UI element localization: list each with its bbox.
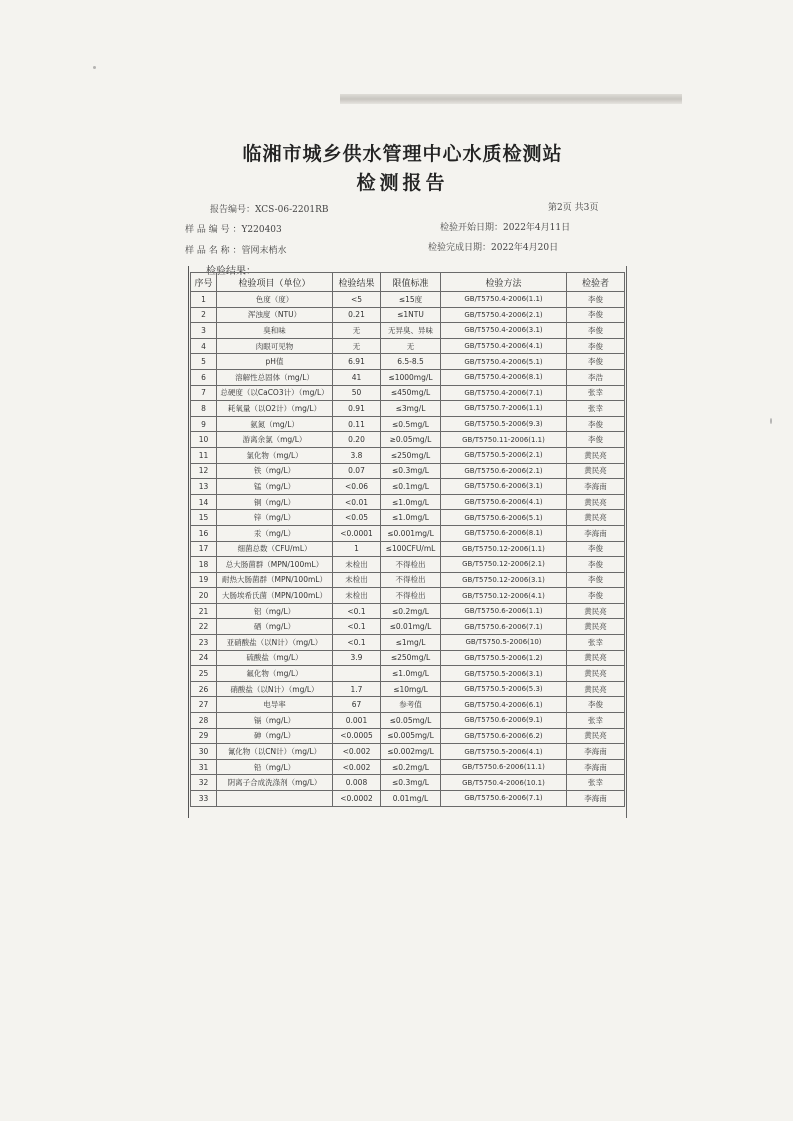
cell-tester: 李浩	[567, 369, 625, 385]
table-row	[191, 354, 625, 370]
cell-tester: 黄民亮	[567, 666, 625, 682]
table-row	[191, 759, 625, 775]
cell-tester: 李海南	[567, 525, 625, 541]
scan-artifact-bar	[340, 94, 682, 104]
cell-result: <0.05	[333, 510, 381, 526]
table-row	[191, 728, 625, 744]
cell-limit: ≤450mg/L	[381, 385, 441, 401]
cell-tester: 李俊	[567, 323, 625, 339]
cell-no: 16	[191, 525, 217, 541]
cell-no: 19	[191, 572, 217, 588]
cell-item: 汞（mg/L）	[217, 525, 333, 541]
cell-result: 0.001	[333, 713, 381, 729]
cell-tester: 张幸	[567, 401, 625, 417]
table-row	[191, 697, 625, 713]
table-row	[191, 416, 625, 432]
cell-result	[333, 666, 381, 682]
cell-item: 耐热大肠菌群（MPN/100mL）	[217, 572, 333, 588]
cell-limit: ≤0.2mg/L	[381, 759, 441, 775]
cell-tester: 黄民亮	[567, 681, 625, 697]
cell-result: <0.1	[333, 619, 381, 635]
cell-item: 色度（度）	[217, 292, 333, 308]
table-row	[191, 572, 625, 588]
cell-tester: 黄民亮	[567, 447, 625, 463]
cell-no: 29	[191, 728, 217, 744]
cell-item: 氨氮（mg/L）	[217, 416, 333, 432]
cell-item: 氟化物（mg/L）	[217, 666, 333, 682]
cell-limit: ≤15度	[381, 292, 441, 308]
cell-result: <0.0001	[333, 525, 381, 541]
cell-item: 电导率	[217, 697, 333, 713]
cell-tester: 李俊	[567, 416, 625, 432]
cell-item: 肉眼可见物	[217, 338, 333, 354]
cell-tester: 李俊	[567, 432, 625, 448]
cell-result: 0.91	[333, 401, 381, 417]
cell-tester: 李俊	[567, 338, 625, 354]
cell-method: GB/T5750.4-2006(5.1)	[441, 354, 567, 370]
cell-result: 1.7	[333, 681, 381, 697]
cell-method: GB/T5750.4-2006(4.1)	[441, 338, 567, 354]
cell-tester: 张幸	[567, 713, 625, 729]
cell-method: GB/T5750.4-2006(10.1)	[441, 775, 567, 791]
cell-no: 13	[191, 479, 217, 495]
cell-item: 总硬度（以CaCO3计）（mg/L）	[217, 385, 333, 401]
cell-no: 17	[191, 541, 217, 557]
table-row	[191, 494, 625, 510]
cell-method: GB/T5750.5-2006(5.3)	[441, 681, 567, 697]
cell-limit: ≤0.002mg/L	[381, 744, 441, 760]
cell-item: 臭和味	[217, 323, 333, 339]
cell-no: 21	[191, 603, 217, 619]
cell-item: 铁（mg/L）	[217, 463, 333, 479]
table-row	[191, 541, 625, 557]
cell-result: <0.002	[333, 744, 381, 760]
cell-item: 铅（mg/L）	[217, 759, 333, 775]
cell-result: 3.9	[333, 650, 381, 666]
cell-no: 1	[191, 292, 217, 308]
report-header	[185, 140, 620, 198]
cell-method: GB/T5750.5-2006(9.3)	[441, 416, 567, 432]
cell-method: GB/T5750.5-2006(4.1)	[441, 744, 567, 760]
cell-no: 5	[191, 354, 217, 370]
cell-result: <0.1	[333, 603, 381, 619]
cell-item: 大肠埃希氏菌（MPN/100mL）	[217, 588, 333, 604]
cell-item: 硫酸盐（mg/L）	[217, 650, 333, 666]
cell-tester: 李海南	[567, 791, 625, 807]
cell-no: 27	[191, 697, 217, 713]
cell-item: 硒（mg/L）	[217, 619, 333, 635]
cell-method: GB/T5750.6-2006(5.1)	[441, 510, 567, 526]
table-row	[191, 463, 625, 479]
cell-method: GB/T5750.6-2006(3.1)	[441, 479, 567, 495]
cell-item: 氰化物（以CN计）（mg/L）	[217, 744, 333, 760]
cell-no: 22	[191, 619, 217, 635]
col-header-result: 检验结果	[333, 273, 381, 292]
cell-method: GB/T5750.6-2006(11.1)	[441, 759, 567, 775]
cell-item: 浑浊度（NTU）	[217, 307, 333, 323]
col-header-limit: 限值标准	[381, 273, 441, 292]
cell-no: 28	[191, 713, 217, 729]
page-info: 第2页 共3页	[548, 203, 599, 213]
cell-result: 未检出	[333, 557, 381, 573]
cell-item: 细菌总数（CFU/mL）	[217, 541, 333, 557]
cell-no: 31	[191, 759, 217, 775]
col-header-tester: 检验者	[567, 273, 625, 292]
cell-result: 3.8	[333, 447, 381, 463]
cell-limit: ≤1.0mg/L	[381, 666, 441, 682]
cell-result: 未检出	[333, 572, 381, 588]
table-row	[191, 338, 625, 354]
cell-limit: ≤0.05mg/L	[381, 713, 441, 729]
scan-speck	[93, 66, 96, 69]
cell-result: 无	[333, 338, 381, 354]
cell-method: GB/T5750.4-2006(2.1)	[441, 307, 567, 323]
table-row	[191, 588, 625, 604]
table-row	[191, 385, 625, 401]
cell-limit: 参考值	[381, 697, 441, 713]
cell-no: 4	[191, 338, 217, 354]
cell-item: 氯化物（mg/L）	[217, 447, 333, 463]
cell-item: 铜（mg/L）	[217, 494, 333, 510]
cell-limit: ≤1.0mg/L	[381, 510, 441, 526]
end-date: 检验完成日期：2022年4月20日	[428, 243, 559, 253]
cell-limit: ≤0.2mg/L	[381, 603, 441, 619]
cell-method: GB/T5750.12-2006(2.1)	[441, 557, 567, 573]
cell-tester: 黄民亮	[567, 494, 625, 510]
cell-no: 6	[191, 369, 217, 385]
table-row	[191, 479, 625, 495]
cell-result: 50	[333, 385, 381, 401]
cell-limit: ≥0.05mg/L	[381, 432, 441, 448]
cell-limit: ≤0.5mg/L	[381, 416, 441, 432]
cell-tester: 李俊	[567, 354, 625, 370]
cell-item: 硝酸盐（以N计）（mg/L）	[217, 681, 333, 697]
cell-method: GB/T5750.6-2006(8.1)	[441, 525, 567, 541]
cell-no: 14	[191, 494, 217, 510]
cell-tester: 黄民亮	[567, 650, 625, 666]
cell-no: 8	[191, 401, 217, 417]
cell-limit: 不得检出	[381, 572, 441, 588]
cell-method: GB/T5750.4-2006(6.1)	[441, 697, 567, 713]
cell-limit: ≤0.01mg/L	[381, 619, 441, 635]
cell-method: GB/T5750.5-2006(10)	[441, 635, 567, 651]
cell-result: <0.0005	[333, 728, 381, 744]
cell-tester: 李俊	[567, 572, 625, 588]
cell-limit: ≤100CFU/mL	[381, 541, 441, 557]
cell-method: GB/T5750.5-2006(2.1)	[441, 447, 567, 463]
table-row	[191, 666, 625, 682]
cell-tester: 李俊	[567, 541, 625, 557]
scan-speck	[770, 418, 772, 424]
cell-result: <5	[333, 292, 381, 308]
cell-limit: ≤0.1mg/L	[381, 479, 441, 495]
cell-limit: ≤10mg/L	[381, 681, 441, 697]
start-date: 检验开始日期：2022年4月11日	[440, 223, 571, 233]
cell-limit: 6.5-8.5	[381, 354, 441, 370]
cell-method: GB/T5750.6-2006(2.1)	[441, 463, 567, 479]
cell-no: 23	[191, 635, 217, 651]
cell-method: GB/T5750.5-2006(3.1)	[441, 666, 567, 682]
cell-method: GB/T5750.12-2006(1.1)	[441, 541, 567, 557]
cell-limit: ≤1mg/L	[381, 635, 441, 651]
table-row	[191, 713, 625, 729]
cell-result: 41	[333, 369, 381, 385]
cell-item: 阴离子合成洗涤剂（mg/L）	[217, 775, 333, 791]
cell-no: 18	[191, 557, 217, 573]
sample-number: 样 品 编 号 ：Y220403	[185, 225, 282, 235]
cell-limit: 不得检出	[381, 588, 441, 604]
cell-method: GB/T5750.12-2006(3.1)	[441, 572, 567, 588]
cell-item: pH值	[217, 354, 333, 370]
table-row	[191, 307, 625, 323]
org-title: 临湘市城乡供水管理中心水质检测站	[242, 143, 563, 165]
cell-method: GB/T5750.4-2006(8.1)	[441, 369, 567, 385]
cell-limit: 无	[381, 338, 441, 354]
cell-no: 33	[191, 791, 217, 807]
cell-limit: ≤3mg/L	[381, 401, 441, 417]
table-row	[191, 401, 625, 417]
cell-limit: 0.01mg/L	[381, 791, 441, 807]
table-body	[191, 292, 625, 807]
cell-limit: ≤0.001mg/L	[381, 525, 441, 541]
cell-method: GB/T5750.6-2006(9.1)	[441, 713, 567, 729]
table-header-row	[191, 273, 625, 292]
cell-limit: ≤1.0mg/L	[381, 494, 441, 510]
table-row	[191, 525, 625, 541]
table-row	[191, 292, 625, 308]
cell-tester: 李俊	[567, 588, 625, 604]
cell-no: 7	[191, 385, 217, 401]
cell-item: 亚硝酸盐（以N计）（mg/L）	[217, 635, 333, 651]
report-number: 报告编号：XCS-06-2201RB	[210, 205, 329, 215]
col-header-no: 序号	[191, 273, 217, 292]
table-row	[191, 432, 625, 448]
cell-item: 铝（mg/L）	[217, 603, 333, 619]
cell-tester: 黄民亮	[567, 510, 625, 526]
cell-result: <0.0002	[333, 791, 381, 807]
cell-method: GB/T5750.11-2006(1.1)	[441, 432, 567, 448]
cell-result: 无	[333, 323, 381, 339]
cell-no: 15	[191, 510, 217, 526]
results-label: 检验结果：	[206, 266, 256, 277]
cell-result: <0.1	[333, 635, 381, 651]
cell-method: GB/T5750.6-2006(4.1)	[441, 494, 567, 510]
table-row	[191, 650, 625, 666]
cell-result: 0.07	[333, 463, 381, 479]
cell-no: 26	[191, 681, 217, 697]
cell-limit: 不得检出	[381, 557, 441, 573]
cell-no: 12	[191, 463, 217, 479]
table-row	[191, 775, 625, 791]
cell-item: 游离余氯（mg/L）	[217, 432, 333, 448]
table-row	[191, 369, 625, 385]
cell-tester: 李海南	[567, 479, 625, 495]
cell-no: 32	[191, 775, 217, 791]
cell-result: 未检出	[333, 588, 381, 604]
cell-method: GB/T5750.6-2006(7.1)	[441, 791, 567, 807]
cell-item: 锌（mg/L）	[217, 510, 333, 526]
cell-item: 耗氧量（以O2计）（mg/L）	[217, 401, 333, 417]
cell-result: <0.06	[333, 479, 381, 495]
cell-no: 11	[191, 447, 217, 463]
cell-result: 0.008	[333, 775, 381, 791]
table-row	[191, 791, 625, 807]
cell-tester: 李俊	[567, 557, 625, 573]
col-header-method: 检验方法	[441, 273, 567, 292]
cell-limit: ≤0.3mg/L	[381, 463, 441, 479]
cell-method: GB/T5750.12-2006(4.1)	[441, 588, 567, 604]
cell-result: 0.11	[333, 416, 381, 432]
cell-tester: 李海南	[567, 759, 625, 775]
cell-tester: 黄民亮	[567, 619, 625, 635]
cell-method: GB/T5750.4-2006(7.1)	[441, 385, 567, 401]
cell-method: GB/T5750.6-2006(6.2)	[441, 728, 567, 744]
cell-no: 24	[191, 650, 217, 666]
cell-item: 镉（mg/L）	[217, 713, 333, 729]
cell-item: 溶解性总固体（mg/L）	[217, 369, 333, 385]
table-row	[191, 619, 625, 635]
cell-result: 6.91	[333, 354, 381, 370]
cell-limit: ≤0.3mg/L	[381, 775, 441, 791]
cell-item	[217, 791, 333, 807]
cell-item: 总大肠菌群（MPN/100mL）	[217, 557, 333, 573]
table-row	[191, 557, 625, 573]
table-row	[191, 635, 625, 651]
table-row	[191, 510, 625, 526]
cell-result: <0.002	[333, 759, 381, 775]
col-header-item: 检验项目（单位）	[217, 273, 333, 292]
report-title: 检测报告	[356, 172, 449, 194]
cell-tester: 李俊	[567, 292, 625, 308]
cell-no: 10	[191, 432, 217, 448]
cell-no: 25	[191, 666, 217, 682]
table-row	[191, 681, 625, 697]
cell-method: GB/T5750.6-2006(7.1)	[441, 619, 567, 635]
cell-tester: 黄民亮	[567, 603, 625, 619]
cell-no: 3	[191, 323, 217, 339]
cell-method: GB/T5750.6-2006(1.1)	[441, 603, 567, 619]
table-row	[191, 744, 625, 760]
table-row	[191, 447, 625, 463]
cell-no: 20	[191, 588, 217, 604]
table-row	[191, 603, 625, 619]
cell-method: GB/T5750.5-2006(1.2)	[441, 650, 567, 666]
cell-result: 67	[333, 697, 381, 713]
cell-no: 2	[191, 307, 217, 323]
cell-limit: 无异臭、异味	[381, 323, 441, 339]
cell-tester: 黄民亮	[567, 728, 625, 744]
cell-limit: ≤1NTU	[381, 307, 441, 323]
cell-limit: ≤1000mg/L	[381, 369, 441, 385]
cell-result: 0.20	[333, 432, 381, 448]
cell-tester: 张幸	[567, 775, 625, 791]
cell-tester: 黄民亮	[567, 463, 625, 479]
cell-result: <0.01	[333, 494, 381, 510]
cell-limit: ≤250mg/L	[381, 650, 441, 666]
cell-no: 9	[191, 416, 217, 432]
cell-item: 锰（mg/L）	[217, 479, 333, 495]
cell-tester: 李俊	[567, 697, 625, 713]
cell-method: GB/T5750.4-2006(1.1)	[441, 292, 567, 308]
cell-result: 1	[333, 541, 381, 557]
results-table	[190, 272, 625, 807]
cell-tester: 李海南	[567, 744, 625, 760]
cell-result: 0.21	[333, 307, 381, 323]
table-row	[191, 323, 625, 339]
cell-tester: 李俊	[567, 307, 625, 323]
cell-item: 砷（mg/L）	[217, 728, 333, 744]
cell-method: GB/T5750.7-2006(1.1)	[441, 401, 567, 417]
cell-method: GB/T5750.4-2006(3.1)	[441, 323, 567, 339]
cell-limit: ≤250mg/L	[381, 447, 441, 463]
cell-tester: 张幸	[567, 385, 625, 401]
sample-name: 样 品 名 称 ：管网末梢水	[185, 246, 287, 256]
cell-no: 30	[191, 744, 217, 760]
cell-tester: 张幸	[567, 635, 625, 651]
cell-limit: ≤0.005mg/L	[381, 728, 441, 744]
